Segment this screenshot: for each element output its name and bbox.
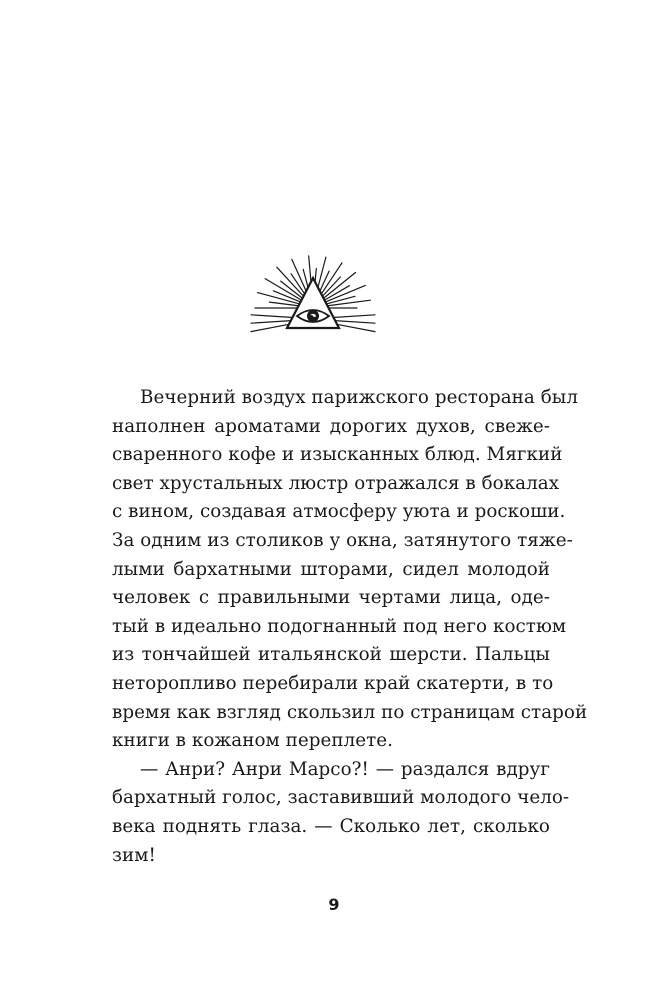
text-line: лыми бархатными шторами, сидел молодой — [112, 558, 550, 580]
text-line: с вином, создавая атмосферу уюта и роскоши. — [112, 501, 566, 523]
ray-line — [331, 320, 375, 323]
ray-line — [323, 273, 355, 299]
page-number: 9 — [328, 895, 340, 914]
text-line: человек с правильными чертами лица, оде- — [112, 587, 550, 609]
text-line: — Анри? Анри Марсо?! — раздался вдруг — [140, 758, 550, 780]
ray-line — [277, 267, 305, 297]
text-line: века поднять глаза. — Сколько лет, сколько — [112, 815, 550, 837]
all-seeing-eye-icon — [250, 252, 376, 344]
text-line: книги в кожаном переплете. — [112, 730, 394, 752]
text-line: сваренного кофе и изысканных блюд. Мягкий — [112, 444, 563, 466]
text-line: время как взгляд скользил по страницам старой — [112, 701, 588, 723]
text-line: неторопливо перебирали край скатерти, в то — [112, 672, 554, 694]
text-line: За одним из столиков у окна, затянутого тяже- — [112, 529, 573, 551]
ray-line — [251, 315, 295, 318]
text-line: свет хрустальных люстр отражался в бокалах — [112, 472, 560, 494]
ray-line — [331, 315, 375, 318]
text-line: тый в идеально подогнанный под него костюм — [112, 615, 567, 637]
text-line: бархатный голос, заставивший молодого чело- — [112, 787, 570, 809]
text-line: зим! — [112, 844, 156, 866]
ray-line — [251, 320, 295, 323]
text-line: Вечерний воздух парижского ресторана был — [140, 387, 579, 408]
ray-line — [258, 293, 300, 304]
text-line: наполнен ароматами дорогих духов, свеже- — [112, 415, 550, 437]
text-line: из тончайшей итальянской шерсти. Пальцы — [112, 644, 550, 666]
body-text — [112, 384, 588, 870]
ray-line — [327, 300, 371, 306]
